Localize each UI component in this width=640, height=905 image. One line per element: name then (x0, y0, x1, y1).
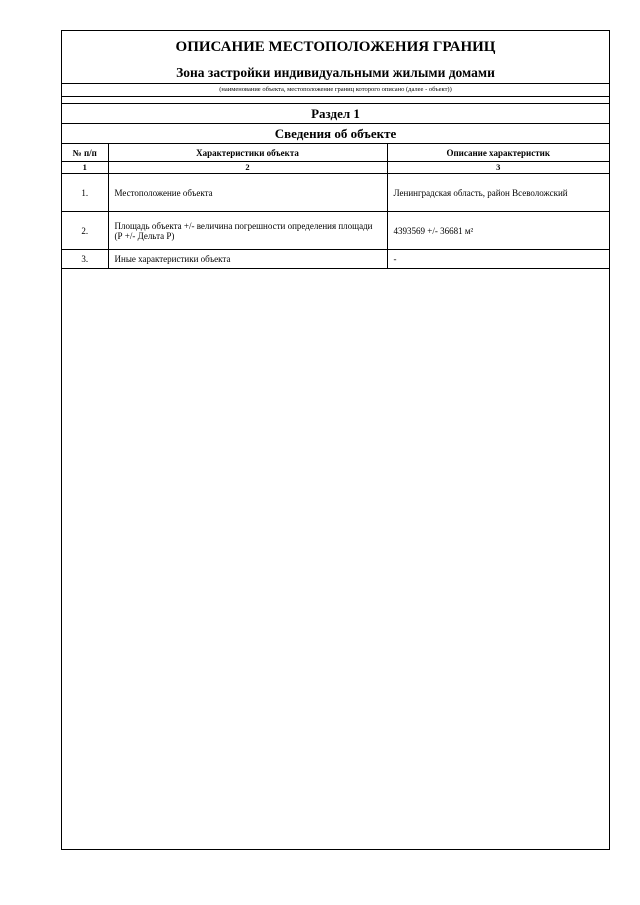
table-row (62, 250, 609, 269)
table-row (62, 174, 609, 212)
row-characteristic: Иные характеристики объекта (108, 250, 387, 269)
row-number: 2. (62, 212, 108, 250)
column-header-characteristic: Характеристики объекта (108, 144, 387, 162)
object-caption: (наименование объекта, местоположение границ которого описано (далее - объект)) (62, 83, 609, 97)
row-description: - (387, 250, 609, 269)
column-header-description: Описание характеристик (387, 144, 609, 162)
column-number: 2 (108, 162, 387, 174)
column-number: 1 (62, 162, 108, 174)
table-header-row (62, 144, 609, 162)
document-title: ОПИСАНИЕ МЕСТОПОЛОЖЕНИЯ ГРАНИЦ (175, 39, 496, 55)
section-title: Сведения об объекте (62, 123, 609, 144)
section-heading: Раздел 1 (62, 103, 609, 124)
row-number: 1. (62, 174, 108, 212)
row-number: 3. (62, 250, 108, 269)
object-name: Зона застройки индивидуальными жилыми домами (176, 65, 495, 80)
column-number: 3 (387, 162, 609, 174)
row-description: Ленинградская область, район Всеволожский (387, 174, 609, 212)
table-row (62, 212, 609, 250)
row-description: 4393569 +/- 36681 м² (387, 212, 609, 250)
column-number-row (62, 162, 609, 174)
row-characteristic: Площадь объекта +/- величина погрешности определения площади (Р +/- Дельта Р) (108, 212, 387, 250)
document-frame (61, 30, 610, 850)
object-info-table (62, 143, 609, 269)
column-header-number: № п/п (62, 144, 108, 162)
row-characteristic: Местоположение объекта (108, 174, 387, 212)
